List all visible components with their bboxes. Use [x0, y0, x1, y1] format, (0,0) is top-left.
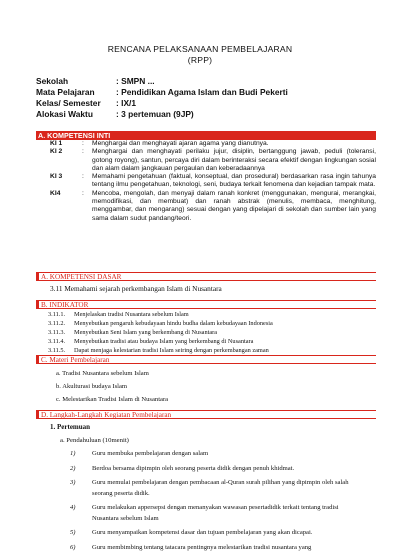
langkah-text: Guru memulai pembelajaran dengan pembacaan al-Quran surah pilihan yang dipimpin oleh salah seorang peserta didik. [92, 479, 349, 497]
ki-code: KI4 [50, 189, 61, 197]
indikator-item [48, 310, 273, 319]
langkah-list [70, 449, 364, 557]
indikator-item [48, 337, 273, 346]
identity-value: : 3 pertemuan (9JP) [116, 109, 194, 119]
section-kompetensi-dasar: A. KOMPETENSI DASAR [36, 272, 376, 281]
langkah-number: 1) [70, 450, 76, 457]
langkah-text: Guru melakukan appersepsi dengan menanyakan wawasan pesertadidik terkait tentang tradisi Nusantara sebelum Islam [92, 504, 339, 522]
identity-row-sekolah [36, 76, 155, 86]
identity-row-mapel [36, 87, 288, 97]
ki-code: KI 1 [50, 140, 63, 147]
langkah-number: 6) [70, 543, 76, 551]
indikator-number: 3.11.3. [48, 329, 66, 336]
ki-item [50, 140, 376, 148]
identity-label: Sekolah [36, 76, 69, 86]
ki-separator: : [82, 189, 84, 197]
identity-value: : IX/1 [116, 98, 137, 108]
kompetensi-inti-list [50, 140, 376, 223]
identity-label: Mata Pelajaran [36, 87, 95, 97]
materi-item: a. Tradisi Nusantara sebelum Islam [56, 370, 149, 377]
indikator-text: Menjelaskan tradisi Nusantara sebelum Islam [74, 311, 189, 318]
indikator-number: 3.11.1. [48, 311, 66, 318]
ki-item [50, 190, 376, 223]
ki-text: Menghargai dan menghayati ajaran agama yang dianutnya. [92, 140, 269, 147]
indikator-item [48, 328, 273, 337]
indikator-item [48, 346, 273, 355]
ki-code: KI 3 [50, 173, 63, 181]
materi-list [56, 367, 168, 406]
ki-item [50, 173, 376, 190]
identity-label: Kelas/ Semester [36, 98, 101, 108]
indikator-number: 3.11.5. [48, 347, 66, 354]
indikator-text: Dapat menjaga kelestarian tradisi Islam seiring dengan perkembangan zaman [74, 347, 269, 354]
ki-item [50, 148, 376, 173]
langkah-number: 5) [70, 529, 76, 536]
indikator-text: Menyebutkan Seni Islam yang berkembang di Nusantara [74, 329, 218, 336]
ki-code: KI 2 [50, 148, 63, 156]
indikator-text: Menyebutkan pengaruh kebudayaan hindu budha dalam kebudayaan Indonesia [74, 320, 273, 327]
ki-text: Menghargai dan menghayati perilaku jujur, disiplin, bertanggung jawab, peduli (toleransi, gotong royong), santun, percaya diri dalam berinteraksi secara efektif dengan lingkungan sosial dan alam dalam jangkauan pergaulan dan keberadaannya [92, 148, 376, 172]
langkah-text: Berdoa bersama dipimpin oleh seorang peserta didik dengan penuh khidmat. [92, 464, 295, 472]
langkah-text: Guru membimbing tentang tatacara pentingnya melestarikan tradisi nusantara yang [92, 543, 312, 551]
identity-row-kelas [36, 98, 136, 108]
document-title: RENCANA PELAKSANAAN PEMBELAJARAN [107, 44, 293, 54]
section-kompetensi-inti: A. KOMPETENSI INTI [36, 131, 376, 140]
indikator-item [48, 319, 273, 328]
document-subtitle: (RPP) [187, 55, 213, 65]
langkah-item [70, 449, 364, 460]
indikator-number: 3.11.2. [48, 320, 66, 327]
section-materi: C. Materi Pembelajaran [36, 355, 376, 364]
section-langkah: D. Langkah-Langkah Kegiatan Pembelajaran [36, 410, 376, 419]
indikator-number: 3.11.4. [48, 338, 66, 345]
ki-separator: : [82, 140, 84, 147]
identity-row-waktu [36, 109, 194, 119]
materi-item: c. Melestarikan Tradisi Islam di Nusantara [56, 396, 169, 403]
materi-item: b. Akulturasi budaya Islam [56, 383, 128, 390]
ki-separator: : [82, 173, 84, 181]
kompetensi-dasar-text: 3.11 Memahami sejarah perkembangan Islam di Nusantara [50, 284, 222, 293]
section-indikator: B. INDIKATOR [36, 300, 376, 309]
langkah-number: 3) [70, 479, 76, 486]
ki-separator: : [82, 148, 84, 156]
langkah-text: Guru membuka pembelajaran dengan salam [92, 450, 209, 457]
langkah-item [70, 478, 364, 499]
langkah-item [70, 543, 364, 554]
ki-text: Mencoba, mengolah, dan menyaji dalam ranah konkret (menggunakan, mengurai, merangkai, memodifikasi, dan membuat) dan ranah abstrak (menulis, membaca, menghitung, menggambar, dan mengarang) sesuai dengan yang dipelajari di sekolah dan sumber lain yang sama dalam sudut pandang/teori. [92, 189, 376, 222]
identity-value: : SMPN ... [116, 76, 155, 86]
langkah-number: 4) [70, 504, 76, 511]
identity-label: Alokasi Waktu [36, 109, 93, 119]
ki-text: Memahami pengetahuan (faktual, konseptual, dan prosedural) berdasarkan rasa ingin tahunya tentang ilmu pengetahuan, teknologi, seni, budaya terkait fenomena dan kejadian tampak mata. [92, 173, 376, 189]
langkah-text: Guru menyampaikan kompetensi dasar dan tujuan pembelajaran yang akan dicapai. [92, 529, 313, 536]
identity-value: : Pendidikan Agama Islam dan Budi Pekerti [116, 87, 288, 97]
langkah-item [70, 503, 364, 524]
pendahuluan-heading: a. Pendahuluan (10menit) [60, 437, 129, 444]
pertemuan-heading: 1. Pertemuan [50, 423, 91, 431]
indikator-list [48, 310, 273, 355]
langkah-item [70, 464, 364, 475]
langkah-item [70, 528, 364, 539]
indikator-text: Menyebutkan tradisi atau budaya Islam yang berkembang di Nusantara [74, 338, 254, 345]
langkah-number: 2) [70, 464, 76, 472]
